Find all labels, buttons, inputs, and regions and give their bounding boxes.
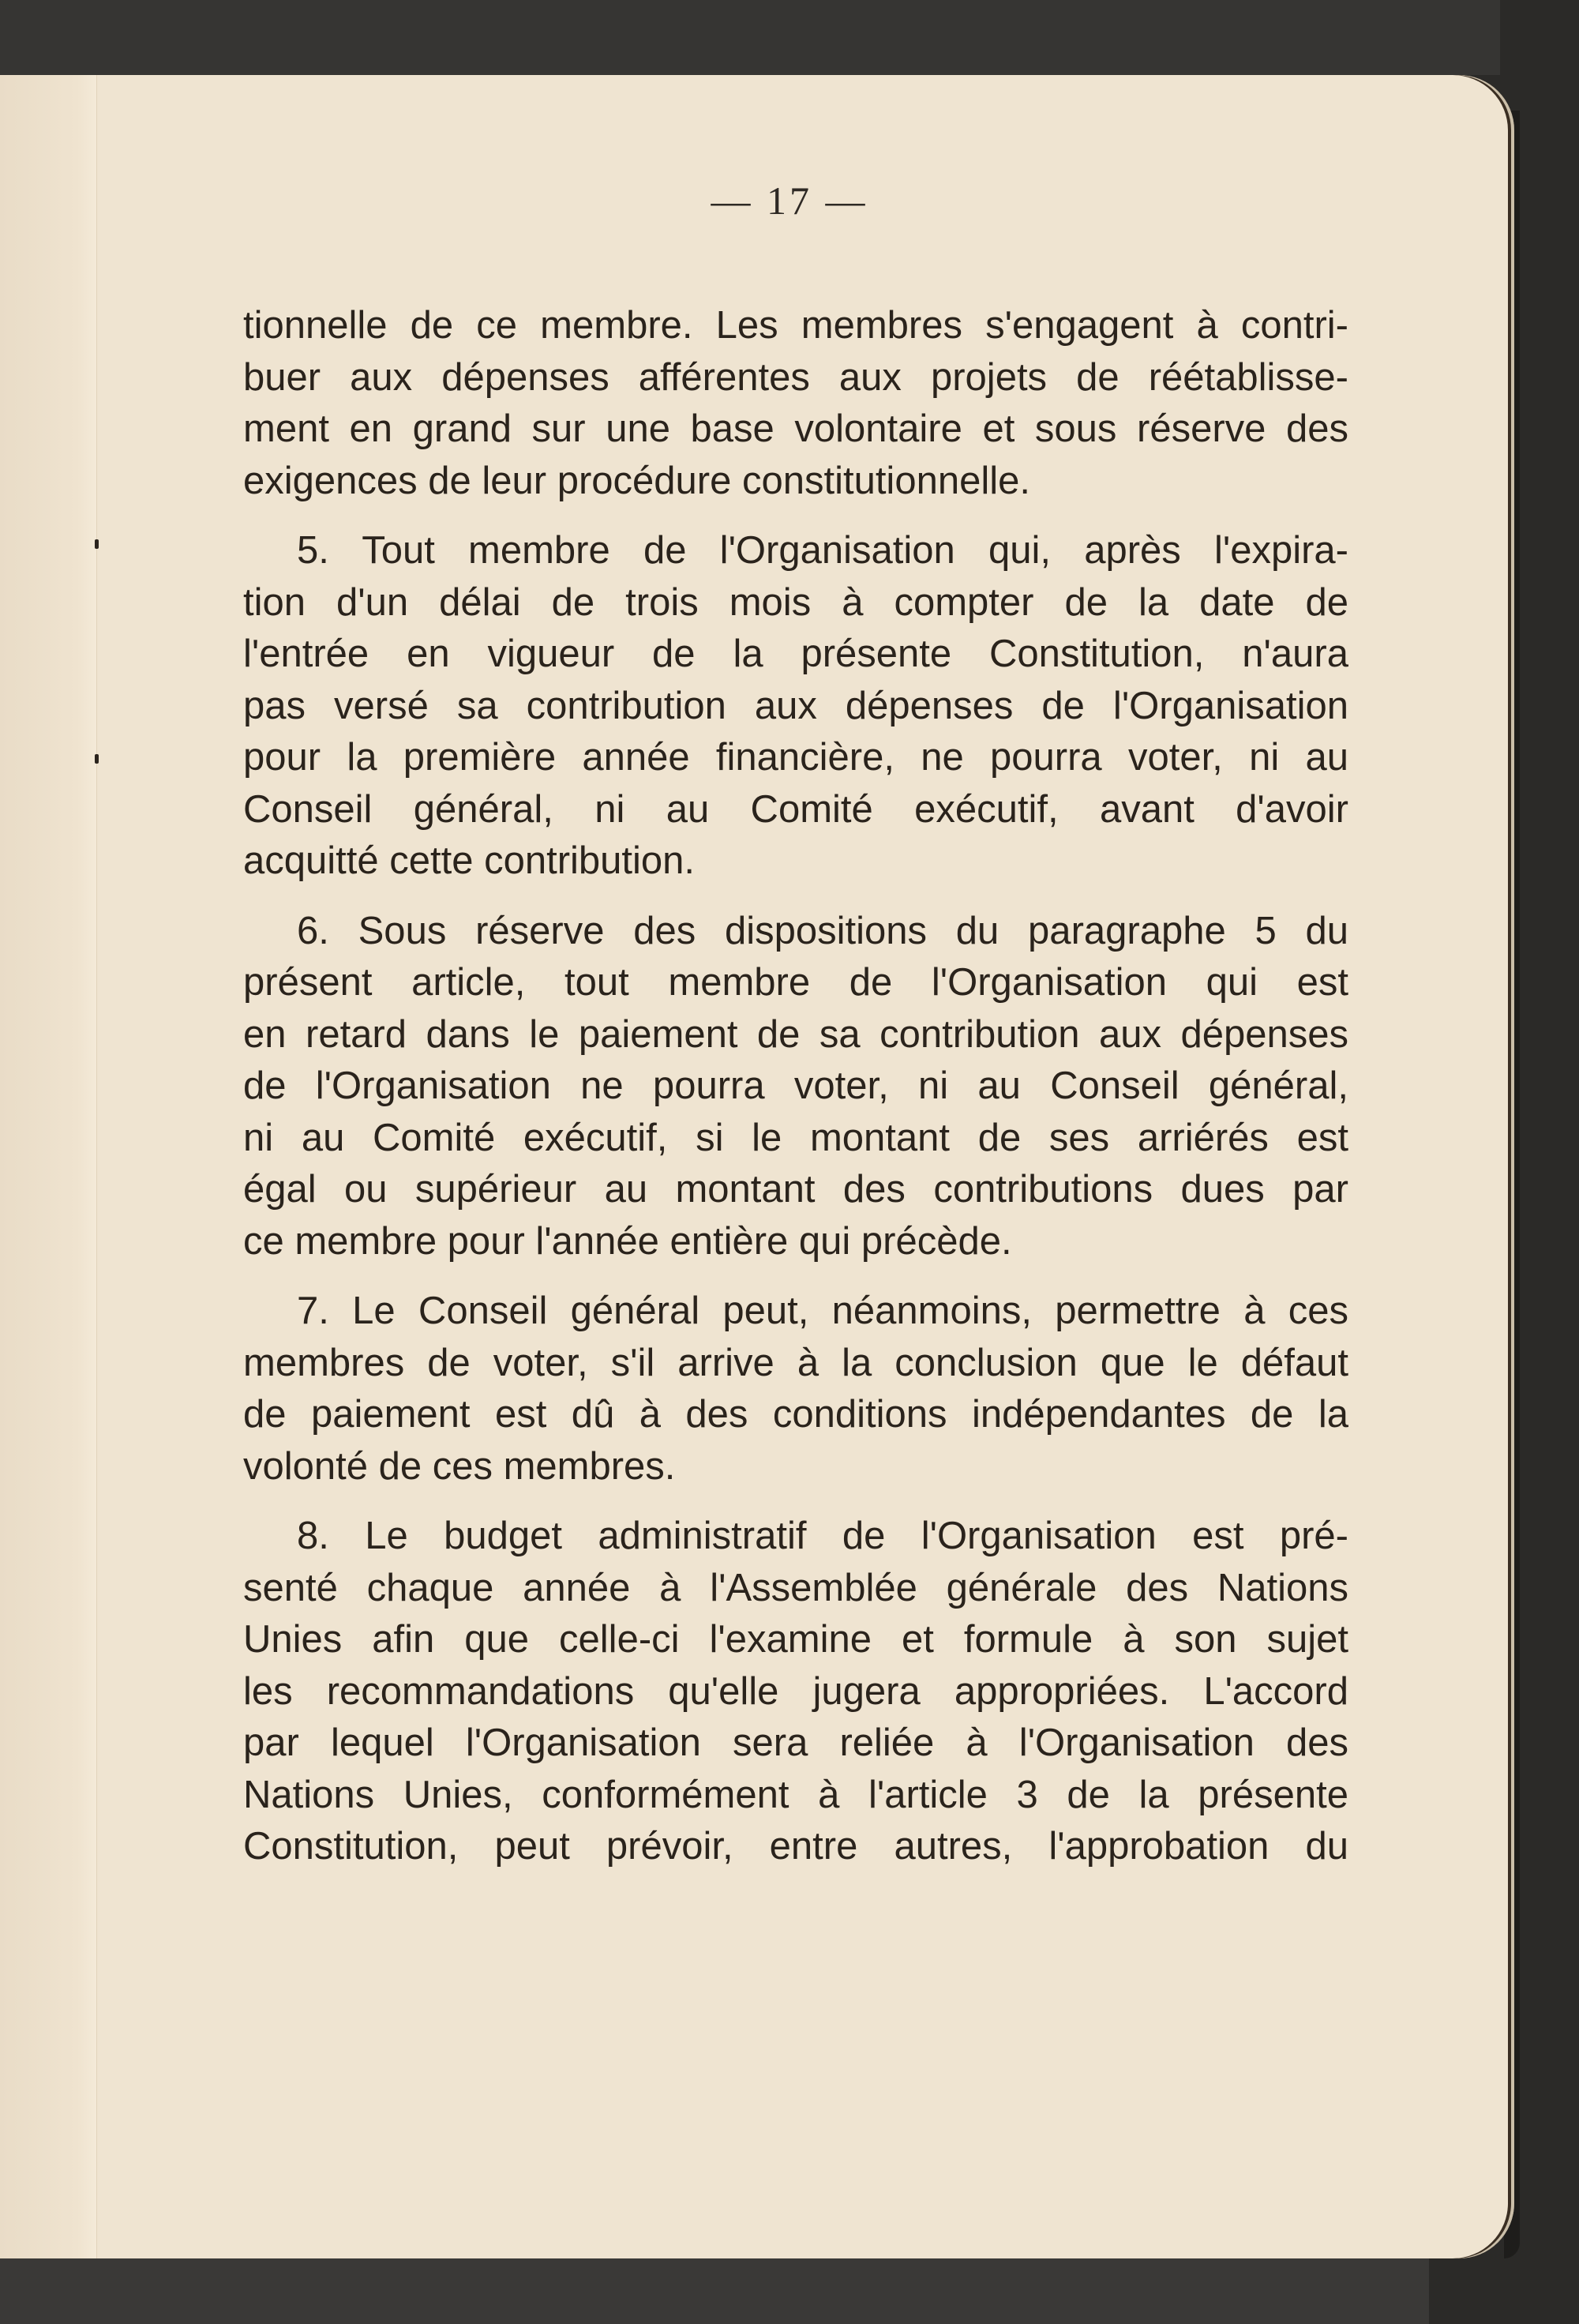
text-line: 7. Le Conseil général peut, néanmoins, permettre à ces [297, 1290, 1348, 1332]
text-line: l'entrée en vigueur de la présente Constitution, n'aura [243, 633, 1348, 675]
text-line: 6. Sous réserve des dispositions du paragraphe 5 du [297, 909, 1348, 952]
text-line: Nations Unies, conformément à l'article 3 de la présente [243, 1773, 1348, 1816]
text-line: Conseil général, ni au Comité exécutif, avant d'avoir [243, 787, 1348, 831]
paragraph-5 [243, 525, 1348, 888]
text-line: exigences de leur procédure constitutionnelle. [243, 459, 1030, 502]
text-line: buer aux dépenses afférentes aux projets de réétablisse- [243, 355, 1348, 399]
text-line: tionnelle de ce membre. Les membres s'engagent à contri- [243, 304, 1348, 347]
paragraph-continuation [243, 300, 1348, 507]
text-line: pas versé sa contribution aux dépenses de l'Organisation [243, 684, 1348, 727]
text-line: en retard dans le paiement de sa contribution aux dépenses [243, 1012, 1348, 1056]
scan-backdrop-top [0, 0, 1500, 75]
text-line: ce membre pour l'année entière qui précède. [243, 1219, 1012, 1263]
text-line: 5. Tout membre de l'Organisation qui, après l'expira- [297, 529, 1348, 572]
text-line: acquitté cette contribution. [243, 839, 696, 882]
margin-mark [95, 539, 99, 549]
text-line: pour la première année financière, ne pourra voter, ni au [243, 736, 1348, 779]
text-line: ni au Comité exécutif, si le montant de ses arriérés est [243, 1116, 1348, 1159]
text-line: de l'Organisation ne pourra voter, ni au Conseil général, [243, 1064, 1348, 1107]
text-line: senté chaque année à l'Assemblée générale des Nations [243, 1566, 1348, 1609]
paragraph-6 [243, 906, 1348, 1268]
page-number: — 17 — [711, 178, 868, 223]
text-line: tion d'un délai de trois mois à compter de la date de [243, 580, 1348, 624]
text-line: par lequel l'Organisation sera reliée à l'Organisation des [243, 1721, 1348, 1764]
text-line: de paiement est dû à des conditions indépendantes de la [243, 1393, 1348, 1436]
text-line: les recommandations qu'elle jugera appropriées. L'accord [243, 1669, 1348, 1713]
page-gutter [0, 75, 97, 2258]
paragraph-8 [243, 1511, 1348, 1873]
scan-backdrop-bottom [0, 2258, 1429, 2324]
text-line: ment en grand sur une base volontaire et sous réserve des [243, 407, 1348, 450]
text-line: Unies afin que celle-ci l'examine et formule à son sujet [243, 1618, 1348, 1661]
text-line: volonté de ces membres. [243, 1444, 676, 1488]
text-line: présent article, tout membre de l'Organisation qui est [243, 961, 1348, 1004]
page-body [243, 300, 1348, 1891]
paragraph-7 [243, 1286, 1348, 1492]
text-line: Constitution, peut prévoir, entre autres, l'approbation du [243, 1825, 1348, 1868]
text-line: membres de voter, s'il arrive à la conclusion que le défaut [243, 1341, 1348, 1384]
text-line: égal ou supérieur au montant des contributions dues par [243, 1168, 1348, 1211]
text-line: 8. Le budget administratif de l'Organisation est pré- [297, 1515, 1348, 1557]
margin-mark [95, 754, 99, 764]
